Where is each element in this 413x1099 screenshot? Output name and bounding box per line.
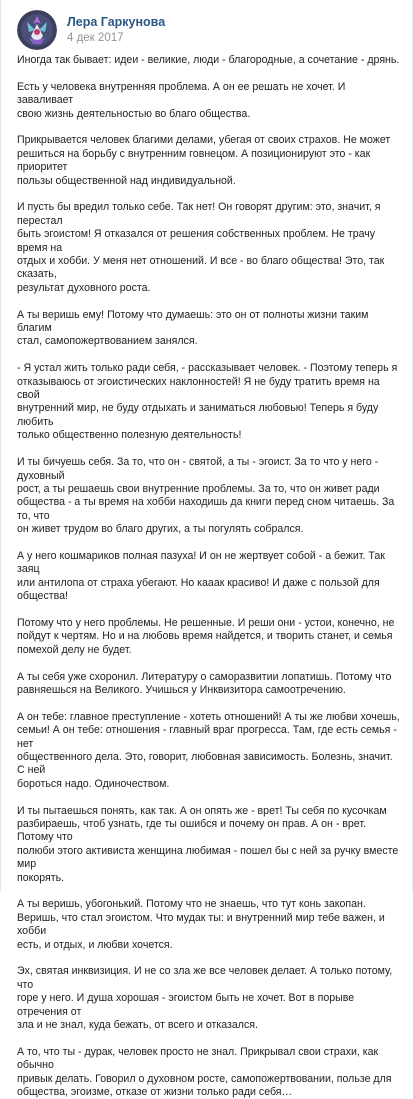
post-paragraph: А ты веришь, убогонький. Потому что не знаешь, что тут конь закопан. Веришь, что стал эгоистом. Что мудак ты: и внутренний мир тебе важен, и хобби есть, и отдых, и любви хочется. — [17, 898, 385, 951]
post-paragraph: А то, что ты - дурак, человек просто не знал. Прикрывал свои страхи, как обычно привык делать. Говорил о духовном росте, самопожертвовании, пользе для общества, эгоизме, отказе от жизни только ради себя… — [17, 1045, 392, 1099]
post-text — [17, 54, 402, 1099]
post-paragraph: Потому что у него проблемы. Не решенные. И реши они - устои, конечно, не пойдут к чертям. Но и на любовь время найдется, и творить станет, и семья помехой делу не будет. — [17, 616, 395, 656]
author-name[interactable]: Лера Гаркунова — [67, 15, 166, 29]
post-paragraph: Есть у человека внутренняя проблема. А он ее решать не хочет. И заваливает свою жизнь деятельностью во благо общества. — [17, 80, 346, 120]
post-paragraph: А ты себя уже схоронил. Литературу о саморазвитии лопатишь. Потому что равняешься на Великого. Учишься у Инквизитора самоотречению. — [17, 670, 392, 696]
post-paragraph: А у него кошмариков полная пазуха! И он не жертвует собой - а бежит. Так заяц или антилопа от страха убегают. Но кааак красиво! И даже с пользой для общества! — [17, 549, 385, 603]
author-block — [67, 14, 165, 46]
post-paragraph: - Я устал жить только ради себя, - рассказывает человек. - Поэтому теперь я отказываюсь от эгоистических наклонностей! Я не буду тратить время на свой внутренний мир, не буду отдыхать и заниматься любовью! Теперь я буду любить только общественно полезную деятельность! — [17, 362, 398, 442]
post-date[interactable]: 4 дек 2017 — [67, 32, 124, 44]
post-paragraph: Эх, святая инквизиция. И не со зла же все человек делает. А только потому, что горе у него. И душа хорошая - эгоистом быть не хочет. Вот в порыве отречения от зла и не знал, куда бежать, от всего и отказался. — [17, 965, 393, 1032]
post-paragraph: А ты веришь ему! Потому что думаешь: это он от полноты жизни таким благим стал, самопожертвованием занялся. — [17, 308, 369, 348]
post-paragraph: Иногда так бывает: идеи - великие, люди - благородные, а сочетание - дрянь. — [17, 54, 400, 66]
author-avatar[interactable] — [17, 10, 57, 50]
post-paragraph: И ты пытаешься понять, как так. А он опять же - врет! Ты себя по кусочкам разбираешь, чтоб узнать, где ты ошибся и почему он прав. А он - врет. Потому что полюби этого активиста женщина любимая - пошел бы с ней за ручку вместе мир покорять. — [17, 804, 399, 884]
post-paragraph: И пусть бы вредил только себе. Так нет! Он говорят другим: это, значит, я перестал быть эгоистом! Я отказался от решения собственных проблем. Не трачу время на отдых и хобби. У меня нет отношений. И все - во благо общества! Это, так сказать, результат духовного роста. — [17, 201, 385, 294]
post-paragraph: И ты бичуешь себя. За то, что он - святой, а ты - эгоист. За то что у него - духовный рост, а ты решаешь свои внутренние проблемы. За то, что он живет ради общества - а ты время на хобби находишь да книги перед сном читаешь. За то, что он живет трудом во благо других, а ты погулять собрался. — [17, 456, 395, 536]
post-paragraph: А он тебе: главное преступление - хотеть отношений! А ты же любви хочешь, семьи! А он тебе: отношения - главный враг прогресса. Там, где есть семья - нет общественного дела. Это, говорит, любовная зависимость. Болезнь, значит. С ней бороться надо. Одиночеством. — [17, 710, 400, 790]
post-paragraph: Прикрывается человек благими делами, убегая от своих страхов. Не может решиться на борьбу с внутренним говнецом. А позиционируют это - как приоритет пользы общественной над индивидуальной. — [17, 134, 391, 187]
post-header — [17, 10, 165, 50]
avatar-image — [17, 10, 57, 50]
